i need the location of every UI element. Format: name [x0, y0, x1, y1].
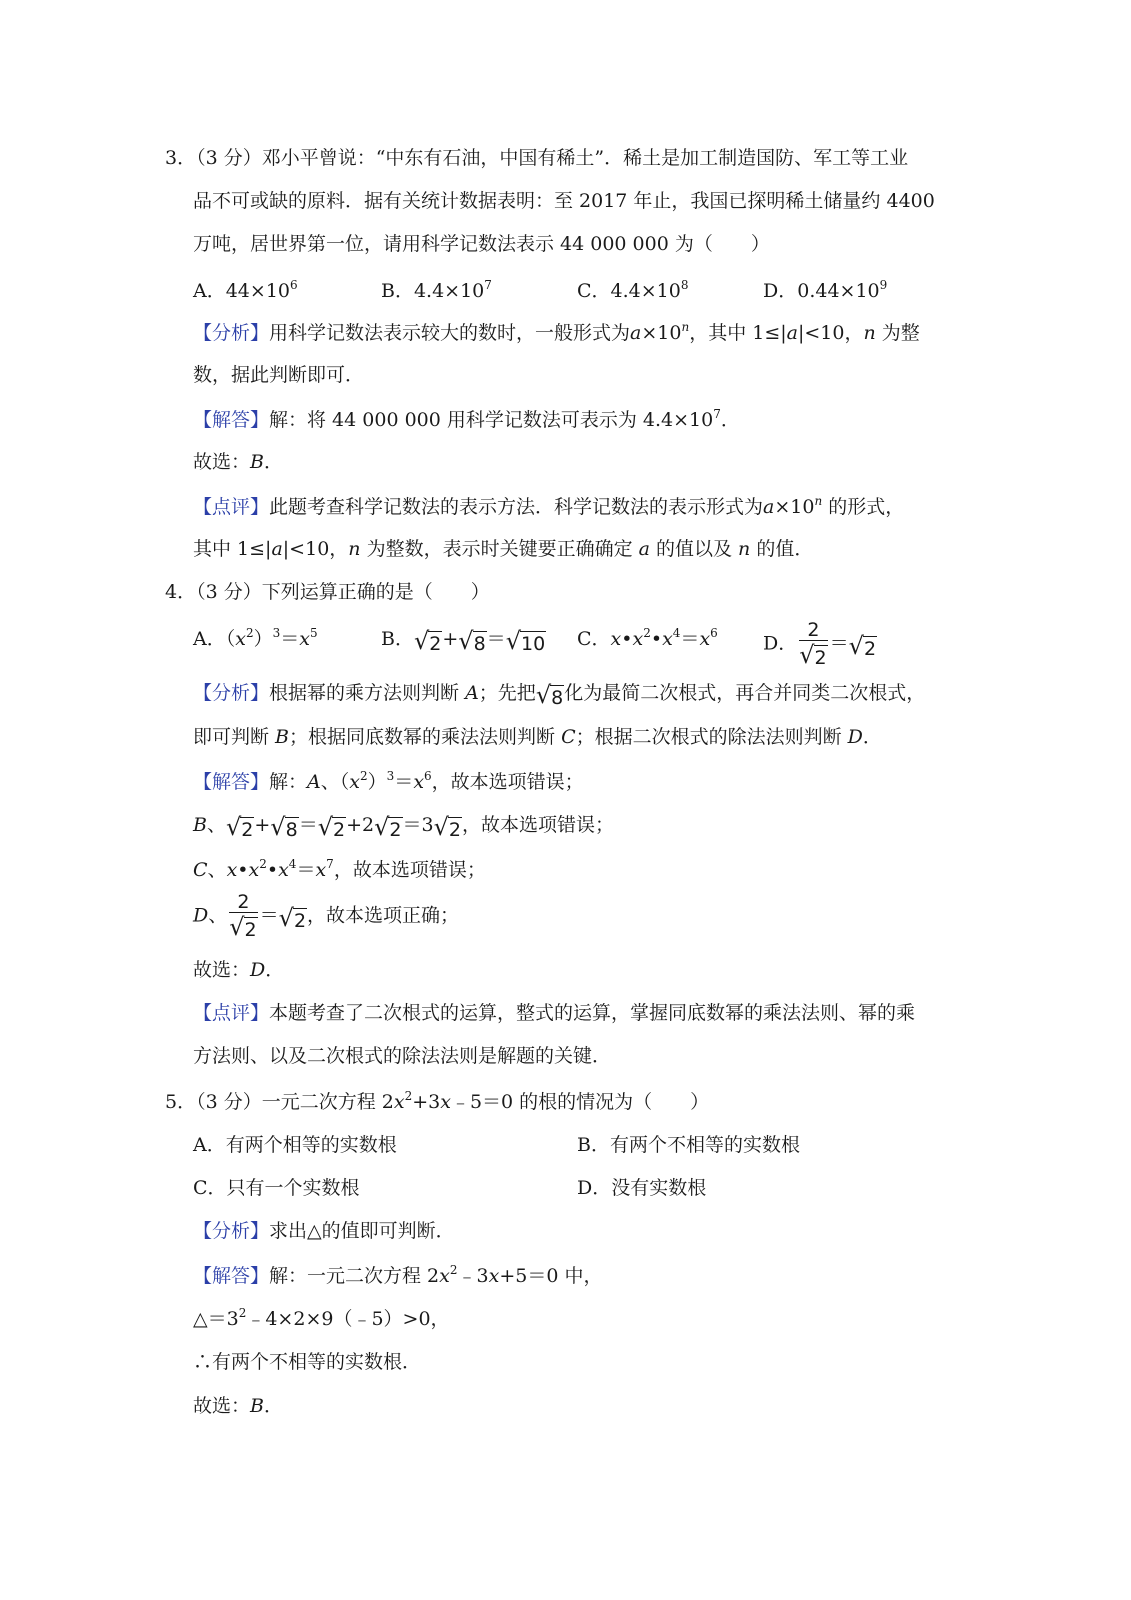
q4-comment-line2: 方法则、以及二次根式的除法法则是解题的关键．	[193, 1045, 612, 1067]
q5-option-d[interactable]: D．没有实数根	[577, 1177, 707, 1199]
q4-answer-a: 【解答】解：A、$(x^2)^3=x^6$，故本选项错误；	[193, 768, 584, 793]
answer-tag: 【解答】	[193, 771, 270, 793]
q3-options	[193, 278, 953, 304]
q4-answer-d: D、 2 √ 2 ＝ √ 2 ，故本选项正确；	[193, 891, 460, 941]
sqrt-symbol: √ 10	[505, 627, 546, 655]
fraction: 2 √ 2	[229, 891, 257, 941]
q5-option-b[interactable]: B．有两个不相等的实数根	[577, 1134, 800, 1156]
q4-answer-c: C、$x•x^2•x^4=x^7$，故本选项错误；	[193, 856, 486, 881]
q5-analysis: 【分析】求出△的值即可判断．	[193, 1220, 455, 1242]
q3-answer-line1: 【解答】解：将 44 000 000 用科学记数法可表示为 $4.4\times 10^7$．	[193, 406, 740, 431]
q4-options	[193, 620, 973, 670]
q3-option-d[interactable]: D．$0.44\times 10^9$	[763, 277, 888, 302]
q4-choose: 故选：D．	[193, 959, 285, 981]
comment-tag: 【点评】	[193, 496, 270, 518]
q5-answer-line3: ∴有两个不相等的实数根．	[193, 1351, 422, 1373]
q4-option-b[interactable]: B． √ 2 + √ 8 ＝ √ 10	[381, 627, 546, 655]
q3-stem-line1: 3．（3 分）邓小平曾说：“中东有石油，中国有稀土”．稀土是加工制造国防、军工等工业	[165, 147, 909, 169]
q3-option-a[interactable]: A．$44\times 10^6$	[193, 277, 298, 302]
q4-stem: 4．（3 分）下列运算正确的是（ ）	[165, 581, 490, 603]
q3-option-c[interactable]: C．$4.4\times 10^8$	[577, 277, 689, 302]
sqrt-symbol: √ 2	[848, 631, 877, 660]
q5-stem: 5．（3 分）一元二次方程 $2x^2+3x﹣5=0$ 的根的情况为（ ）	[165, 1088, 710, 1113]
q5-answer-line1: 【解答】解：一元二次方程 $2x^2﹣3x+5=0$ 中，	[193, 1262, 603, 1287]
q3-stem-line3: 万吨，居世界第一位，请用科学记数法表示 44 000 000 为（ ）	[193, 233, 770, 255]
analysis-tag: 【分析】	[193, 682, 270, 704]
q4-analysis-line2: 即可判断 B；根据同底数幂的乘法法则判断 C；根据二次根式的除法法则判断 D．	[193, 726, 882, 748]
q4-comment-line1: 【点评】本题考查了二次根式的运算，整式的运算，掌握同底数幂的乘法法则、幂的乘	[193, 1002, 916, 1024]
q3-option-b[interactable]: B．$4.4\times 10^7$	[381, 277, 492, 302]
q4-option-d[interactable]: D． 2 √ 2 ＝ √ 2	[763, 619, 877, 669]
q4-answer-b: B、 √ 2 + √ 8 ＝ √ 2 +2 √ 2 ＝3 √ 2 ，故本选项错误；	[193, 813, 614, 841]
q3-choose: 故选：B．	[193, 451, 283, 473]
analysis-tag: 【分析】	[193, 322, 270, 344]
q5-option-a[interactable]: A．有两个相等的实数根	[193, 1134, 397, 1156]
q3-stem-line2: 品不可或缺的原料．据有关统计数据表明：至 2017 年止，我国已探明稀土储量约 4400	[193, 190, 935, 212]
comment-tag: 【点评】	[193, 1002, 270, 1024]
q3-comment-line1: 【点评】此题考查科学记数法的表示方法．科学记数法的表示形式为$a\times 10^n$ 的形式，	[193, 493, 905, 518]
q5-option-c[interactable]: C．只有一个实数根	[193, 1177, 360, 1199]
q3-analysis-line2: 数，据此判断即可．	[193, 364, 365, 386]
sqrt-symbol: √ 8	[458, 627, 486, 655]
analysis-tag: 【分析】	[193, 1220, 270, 1242]
q5-answer-line2: $\triangle=3^2﹣4\times 2\times 9(﹣5)>0$，	[193, 1305, 450, 1330]
sqrt-symbol: √ 2	[413, 627, 442, 655]
q5-choose: 故选：B．	[193, 1395, 283, 1417]
q3-analysis-line1: 【分析】用科学记数法表示较大的数时，一般形式为$a\times 10^n$，其中 1≤|a|<10，n 为整	[193, 319, 920, 344]
answer-tag: 【解答】	[193, 1265, 270, 1287]
q4-option-c[interactable]: C．$x•x^2•x^4=x^6$	[577, 625, 718, 650]
q4-analysis-line1: 【分析】根据幂的乘方法则判断 A；先把 √ 8 化为最简二次根式，再合并同类二次根式，	[193, 681, 926, 709]
q4-option-a[interactable]: A．$(x^2)^3=x^5$	[193, 625, 318, 650]
answer-tag: 【解答】	[193, 409, 270, 431]
fraction: 2 √ 2	[799, 619, 827, 669]
q3-comment-line2: 其中 1≤|a|<10，n 为整数，表示时关键要正确确定 a 的值以及 n 的值．	[193, 538, 814, 560]
sqrt-symbol: √ 8	[535, 681, 564, 709]
